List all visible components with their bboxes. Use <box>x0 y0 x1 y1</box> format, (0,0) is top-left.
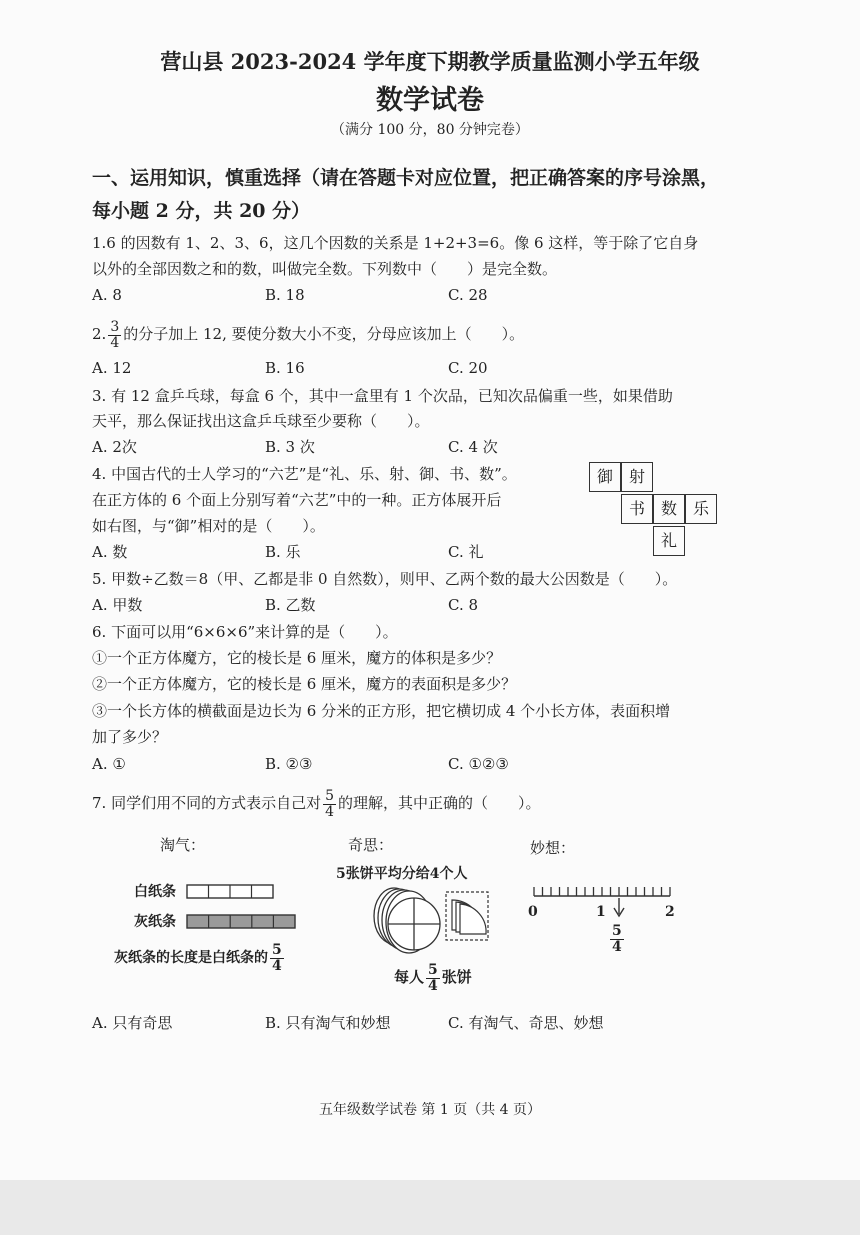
q7-option-b: B. 只有淘气和妙想 <box>265 1014 391 1032</box>
q2-option-b: B. 16 <box>265 359 305 377</box>
q3-option-c: C. 4 次 <box>448 438 498 456</box>
q6-option-a: A. ① <box>92 755 126 773</box>
q4-option-b: B. 乐 <box>265 543 301 561</box>
q6-item1: ①一个正方体魔方，它的棱长是 6 厘米，魔方的体积是多少？ <box>92 649 502 667</box>
gray-strip <box>186 914 298 930</box>
net-face-shu: 书 <box>621 494 653 524</box>
qisi-fraction-denominator: 4 <box>428 977 438 994</box>
qisi-fraction <box>426 963 440 994</box>
q3-option-a: A. 2次 <box>92 438 137 456</box>
gray-strip-label: 灰纸条 <box>134 914 176 930</box>
scan-margin <box>0 1180 860 1235</box>
q3-text-line2: 天平，那么保证找出这盒乒乓球至少要称（ ）。 <box>92 412 430 430</box>
q4-text-line2: 在正方体的 6 个面上分别写着“六艺”中的一种。正方体展开后 <box>92 491 502 509</box>
net-face-shu2: 数 <box>653 494 685 524</box>
net-face-yue: 乐 <box>685 494 717 524</box>
q1-text-line2: 以外的全部因数之和的数，叫做完全数。下列数中（ ）是完全数。 <box>92 260 558 278</box>
miaoxiang-fraction-denominator: 4 <box>612 939 622 955</box>
q3-option-b: B. 3 次 <box>265 438 315 456</box>
number-line-fraction <box>608 924 626 955</box>
q1-option-b: B. 18 <box>265 286 305 304</box>
qisi-bottom-prefix: 每人 <box>394 968 425 986</box>
number-line-label-0: 0 <box>528 904 538 920</box>
q7-text <box>92 786 541 820</box>
q7-fraction-numerator: 5 <box>325 787 335 804</box>
qisi-caption-bottom <box>394 960 472 994</box>
q2-number: 2. <box>92 325 107 343</box>
q2-option-c: C. 20 <box>448 359 488 377</box>
q2-fraction-denominator: 4 <box>110 334 120 351</box>
q6-item3-line2: 加了多少？ <box>92 728 168 746</box>
taoqi-fraction-numerator: 5 <box>272 941 282 958</box>
q6-option-b: B. ②③ <box>265 755 313 773</box>
q6-text: 6. 下面可以用“6×6×6”来计算的是（ ）。 <box>92 623 398 641</box>
q7-option-a: A. 只有奇思 <box>92 1014 173 1032</box>
q7-fraction-denominator: 4 <box>325 803 335 820</box>
q2-text <box>92 318 524 351</box>
q1-text-line1: 1.6 的因数有 1、2、3、6，这几个因数的关系是 1+2+3=6。像 6 这样，等于除了它自身 <box>92 234 699 252</box>
q5-option-a: A. 甲数 <box>92 596 143 614</box>
q2-fraction-numerator: 3 <box>110 318 120 335</box>
label-miaoxiang: 妙想： <box>530 839 576 857</box>
net-face-yu: 御 <box>589 462 621 492</box>
q2-question: 的分子加上 12, 要使分数大小不变，分母应该加上（ ）。 <box>123 325 525 343</box>
taoqi-caption-text: 灰纸条的长度是白纸条的 <box>114 950 268 966</box>
white-strip-label: 白纸条 <box>134 884 176 900</box>
q7-fraction <box>323 789 336 820</box>
miaoxiang-fraction <box>610 924 624 955</box>
white-strip <box>186 884 276 900</box>
q2-option-a: A. 12 <box>92 359 132 377</box>
q6-option-c: C. ①②③ <box>448 755 509 773</box>
q7-option-c: C. 有淘气、奇思、妙想 <box>448 1014 604 1032</box>
q6-item2: ②一个正方体魔方，它的棱长是 6 厘米，魔方的表面积是多少？ <box>92 675 517 693</box>
exam-title: 数学试卷 <box>376 85 484 116</box>
qisi-fraction-numerator: 5 <box>428 961 438 978</box>
q7-suffix: 的理解，其中正确的（ ）。 <box>338 794 541 812</box>
qisi-caption-top: 5张饼平均分给4个人 <box>336 866 468 882</box>
q5-text: 5. 甲数÷乙数＝8（甲、乙都是非 0 自然数），则甲、乙两个数的最大公因数是（ ）。 <box>92 570 678 588</box>
page-footer: 五年级数学试卷 第 1 页（共 4 页） <box>318 1102 542 1118</box>
taoqi-fraction-denominator: 4 <box>272 957 282 974</box>
exam-subtitle: （满分 100 分，80 分钟完卷） <box>331 122 529 138</box>
net-face-li: 礼 <box>653 526 685 556</box>
q5-option-b: B. 乙数 <box>265 596 316 614</box>
q7-prefix: 7. 同学们用不同的方式表示自己对 <box>92 794 322 812</box>
number-line-label-1: 1 <box>596 904 606 920</box>
q1-option-c: C. 28 <box>448 286 488 304</box>
q1-option-a: A. 8 <box>92 286 122 304</box>
q5-option-c: C. 8 <box>448 596 479 614</box>
taoqi-fraction <box>270 943 284 974</box>
label-taoqi: 淘气： <box>160 836 206 854</box>
net-face-she: 射 <box>621 462 653 492</box>
q4-option-c: C. 礼 <box>448 543 484 561</box>
taoqi-caption <box>114 942 286 974</box>
q4-option-a: A. 数 <box>92 543 128 561</box>
q2-fraction <box>108 320 121 351</box>
q4-text-line3: 如右图，与“御”相对的是（ ）。 <box>92 517 325 535</box>
number-line-label-2: 2 <box>665 904 675 920</box>
label-qisi: 奇思： <box>348 836 394 854</box>
exam-title-line1: 营山县 2023-2024 学年度下期教学质量监测小学五年级 <box>160 49 700 74</box>
section1-heading-line1: 一、运用知识，慎重选择（请在答题卡对应位置，把正确答案的序号涂黑， <box>92 167 720 189</box>
pancakes-figure <box>370 882 495 962</box>
qisi-bottom-suffix: 张饼 <box>441 968 472 986</box>
q4-text-line1: 4. 中国古代的士人学习的“六艺”是“礼、乐、射、御、书、数”。 <box>92 465 517 483</box>
section1-heading-line2: 每小题 2 分，共 20 分） <box>92 200 311 222</box>
miaoxiang-fraction-numerator: 5 <box>612 923 622 939</box>
q3-text-line1: 3. 有 12 盒乒乓球，每盒 6 个，其中一盒里有 1 个次品，已知次品偏重一些，如果借助 <box>92 387 673 405</box>
q6-item3-line1: ③一个长方体的横截面是边长为 6 分米的正方形，把它横切成 4 个小长方体，表面积增 <box>92 702 671 720</box>
